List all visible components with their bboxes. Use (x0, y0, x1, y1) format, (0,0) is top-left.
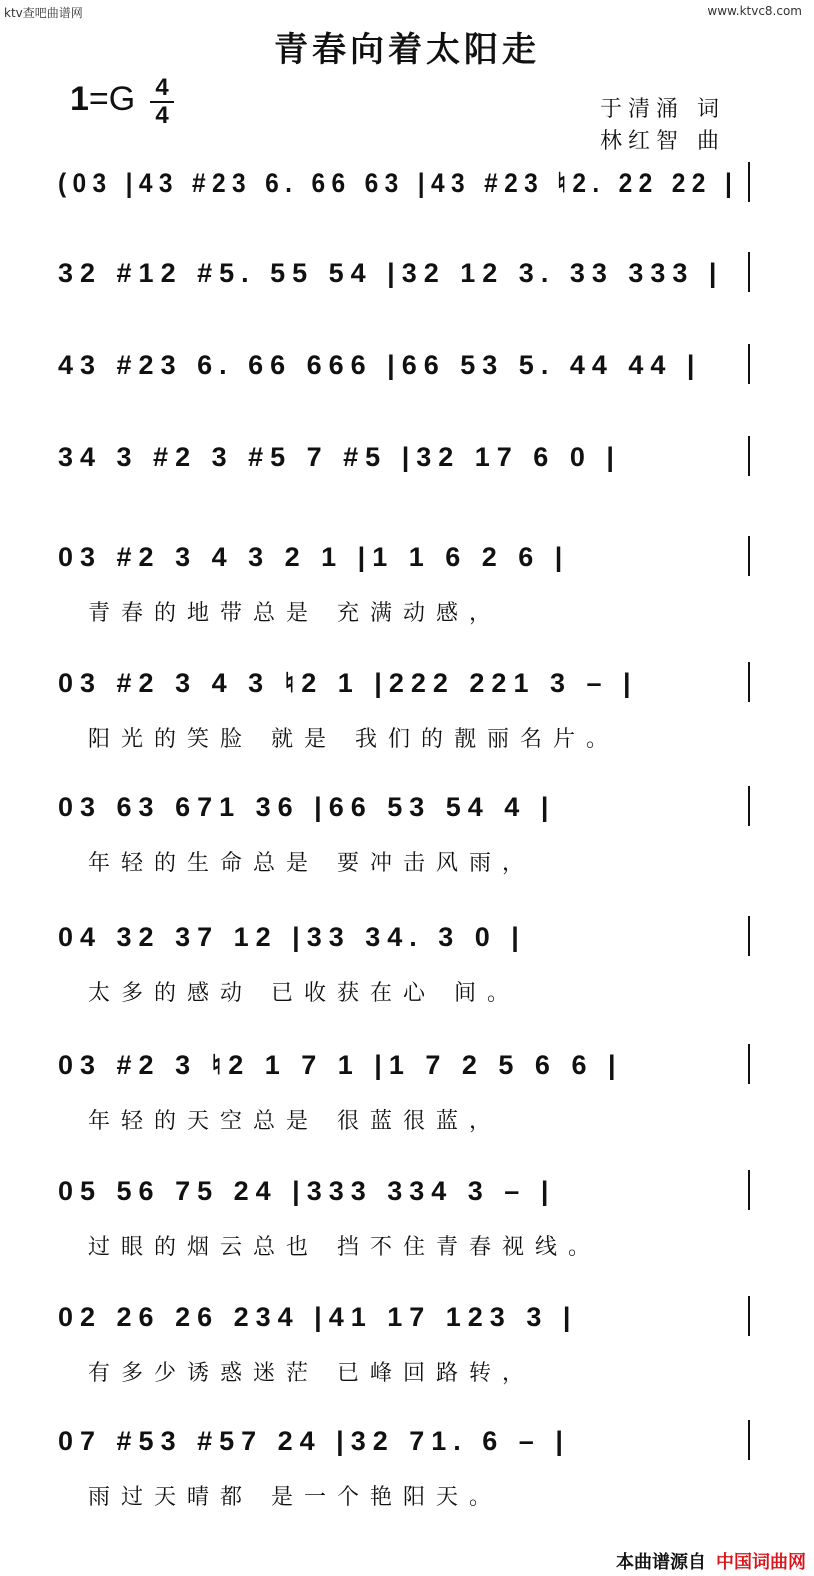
notation-line: 03 #2 3 4 3 2 1 |1 1 6 2 6 | (58, 542, 570, 572)
lyric-line: 年轻的天空总是 很蓝很蓝， (88, 1109, 502, 1134)
key-eq: =G (88, 80, 136, 118)
lyric-line: 过眼的烟云总也 挡不住青春视线。 (88, 1235, 601, 1260)
end-barline (748, 344, 750, 384)
footer (616, 1548, 806, 1574)
time-sig-denominator: 4 (155, 102, 169, 129)
notation-line: 43 #23 6. 66 666 |66 53 5. 44 44 | (58, 350, 702, 380)
footer-site: 中国词曲网 (716, 1552, 806, 1573)
key-one: 1 (70, 80, 89, 118)
watermark-left: ktv查吧曲谱网 (4, 6, 83, 20)
end-barline (748, 536, 750, 576)
song-title: 青春向着太阳走 (274, 30, 540, 70)
end-barline (748, 162, 750, 202)
watermark-right: www.ktvc8.com (707, 4, 802, 18)
notation-line: 34 3 #2 3 #5 7 #5 |32 17 6 0 | (58, 442, 621, 472)
end-barline (748, 1420, 750, 1460)
key-signature (70, 80, 135, 119)
end-barline (748, 786, 750, 826)
notation-line: 02 26 26 234 |41 17 123 3 | (58, 1302, 578, 1332)
notation-line: 03 63 671 36 |66 53 54 4 | (58, 792, 556, 822)
end-barline (748, 1170, 750, 1210)
notation-line: 03 #2 3 ♮2 1 7 1 |1 7 2 5 6 6 | (58, 1050, 623, 1080)
end-barline (748, 1296, 750, 1336)
lyricist-credit: 于清涌 词 (600, 97, 725, 122)
time-signature (150, 76, 174, 128)
composer-credit: 林红智 曲 (600, 129, 725, 154)
lyric-line: 年轻的生命总是 要冲击风雨， (88, 851, 535, 876)
lyric-line: 有多少诱惑迷茫 已峰回路转， (88, 1361, 535, 1386)
end-barline (748, 916, 750, 956)
notation-line: 32 #12 #5. 55 54 |32 12 3. 33 333 | (58, 258, 724, 288)
lyric-line: 太多的感动 已收获在心 间。 (88, 981, 520, 1006)
notation-line: 03 #2 3 4 3 ♮2 1 |222 221 3 – | (58, 668, 638, 698)
end-barline (748, 252, 750, 292)
lyric-line: 青春的地带总是 充满动感， (88, 601, 502, 626)
end-barline (748, 1044, 750, 1084)
notation-line: 04 32 37 12 |33 34. 3 0 | (58, 922, 526, 952)
end-barline (748, 662, 750, 702)
end-barline (748, 436, 750, 476)
lyric-line: 阳光的笑脸 就是 我们的靓丽名片。 (88, 727, 619, 752)
footer-source: 本曲谱源自 (616, 1552, 706, 1573)
time-sig-numerator: 4 (155, 74, 169, 101)
notation-line: (03 |43 #23 6. 66 63 |43 #23 ♮2. 22 22 | (58, 168, 739, 198)
notation-line: 05 56 75 24 |333 334 3 – | (58, 1176, 556, 1206)
lyric-line: 雨过天晴都 是一个艳阳天。 (88, 1485, 502, 1510)
notation-line: 07 #53 #57 24 |32 71. 6 – | (58, 1426, 570, 1456)
